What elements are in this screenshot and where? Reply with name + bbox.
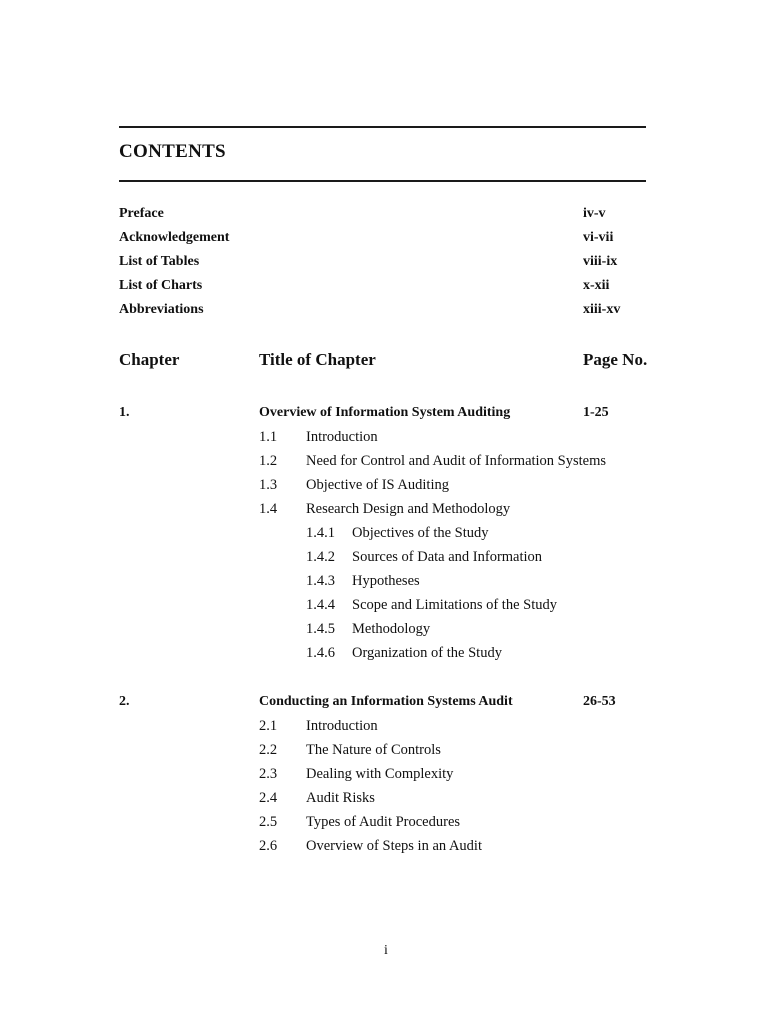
top-rule (119, 126, 646, 128)
column-header-page: Page No. (583, 350, 648, 369)
heading-rule (119, 180, 646, 182)
page-number: i (384, 943, 388, 958)
section-title: Overview of Steps in an Audit (306, 838, 482, 854)
section-title: Introduction (306, 718, 378, 734)
section-title: Types of Audit Procedures (306, 814, 461, 830)
section-title: Research Design and Methodology (306, 501, 511, 517)
subsection-number: 1.4.6 (306, 645, 335, 661)
subsection-title: Hypotheses (352, 573, 420, 589)
front-matter-pages: iv-v (583, 206, 606, 221)
front-matter-label: List of Charts (119, 278, 203, 293)
chapter-number: 2. (119, 694, 130, 709)
column-header-title: Title of Chapter (259, 350, 376, 369)
section-number: 1.1 (259, 429, 278, 445)
chapter-pages: 1-25 (583, 405, 609, 420)
front-matter-label: Preface (119, 206, 164, 221)
chapter-pages: 26-53 (583, 694, 616, 709)
subsection-number: 1.4.1 (306, 525, 335, 541)
front-matter-pages: viii-ix (583, 254, 618, 269)
front-matter-label: Abbreviations (119, 302, 204, 317)
contents-heading: CONTENTS (119, 141, 226, 162)
subsection-title: Scope and Limitations of the Study (352, 597, 557, 613)
chapter-title: Conducting an Information Systems Audit (259, 694, 513, 709)
section-number: 1.2 (259, 453, 278, 469)
front-matter-pages: x-xii (583, 278, 610, 293)
chapter-title: Overview of Information System Auditing (259, 405, 511, 420)
chapter-number: 1. (119, 405, 130, 420)
section-title: Need for Control and Audit of Information Systems (306, 453, 607, 469)
section-number: 2.6 (259, 838, 278, 854)
subsection-title: Objectives of the Study (352, 525, 489, 541)
section-number: 2.3 (259, 766, 278, 782)
subsection-number: 1.4.4 (306, 597, 335, 613)
subsection-title: Sources of Data and Information (352, 549, 543, 565)
front-matter-label: Acknowledgement (119, 230, 230, 245)
section-number: 2.5 (259, 814, 278, 830)
section-number: 2.1 (259, 718, 278, 734)
front-matter-label: List of Tables (119, 254, 200, 269)
subsection-title: Organization of the Study (352, 645, 502, 661)
section-number: 1.4 (259, 501, 278, 517)
section-title: Audit Risks (306, 790, 375, 806)
section-number: 2.2 (259, 742, 278, 758)
subsection-number: 1.4.3 (306, 573, 335, 589)
section-number: 2.4 (259, 790, 278, 806)
section-title: Objective of IS Auditing (306, 477, 449, 493)
subsection-title: Methodology (352, 621, 431, 637)
section-title: The Nature of Controls (306, 742, 441, 758)
column-header-chapter: Chapter (119, 350, 180, 369)
section-title: Dealing with Complexity (306, 766, 454, 782)
subsection-number: 1.4.2 (306, 549, 335, 565)
section-number: 1.3 (259, 477, 278, 493)
subsection-number: 1.4.5 (306, 621, 335, 637)
front-matter-pages: vi-vii (583, 230, 614, 245)
section-title: Introduction (306, 429, 378, 445)
front-matter-pages: xiii-xv (583, 302, 621, 317)
